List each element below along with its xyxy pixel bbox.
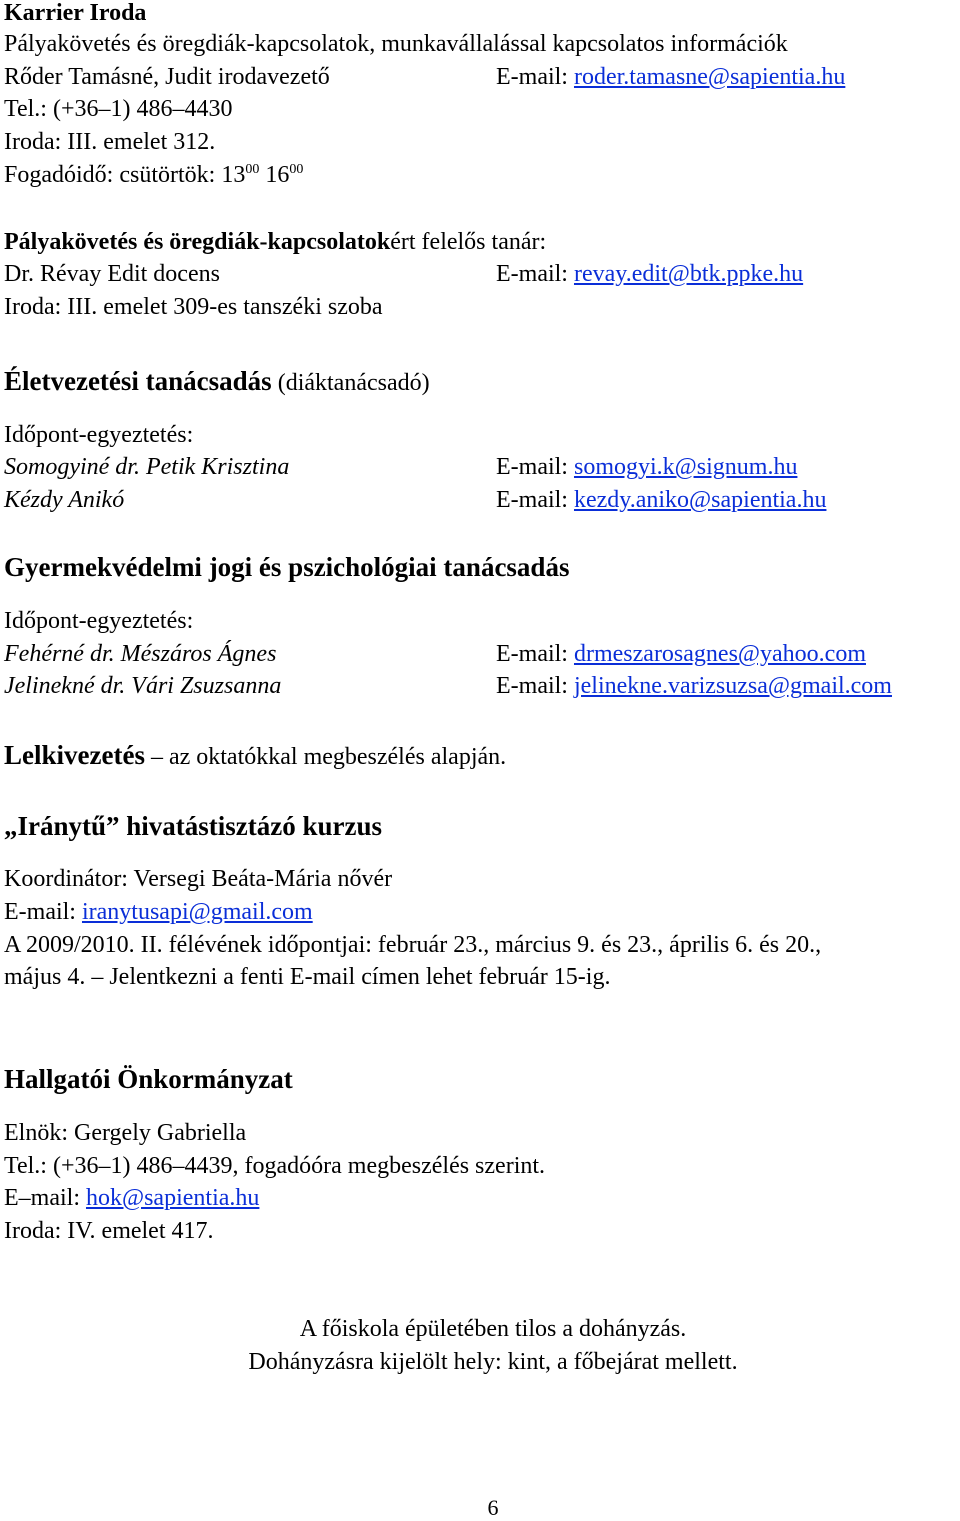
palyakovetes-email-link[interactable]: revay.edit@btk.ppke.hu — [573, 261, 804, 287]
email-label: E-mail: — [496, 64, 574, 90]
eletvezetesi-appointment: Időpont-egyeztetés: — [4, 422, 194, 448]
karrier-tel: Tel.: (+36–1) 486–4430 — [4, 96, 233, 122]
hok-office: Iroda: IV. emelet 417. — [4, 1218, 214, 1244]
eletvezetesi-contact-row — [4, 485, 954, 515]
gyermekvedelmi-contact-row — [4, 639, 954, 669]
karrier-head-name: Rőder Tamásné, Judit irodavezető — [4, 64, 330, 90]
palyakovetes-heading-rest: ért felelős tanár: — [390, 229, 547, 255]
hok-heading: Hallgatói Önkormányzat — [4, 1064, 293, 1094]
karrier-office: Iroda: III. emelet 312. — [4, 129, 216, 155]
karrier-head-row — [4, 62, 954, 92]
hours-end: 16 — [259, 162, 290, 188]
hours-start-minutes: 00 — [245, 162, 260, 177]
lelkivezetes-line — [4, 740, 506, 772]
gyermekvedelmi-appointment: Időpont-egyeztetés: — [4, 608, 194, 634]
email-label: E-mail: — [496, 487, 574, 513]
hok-email-link[interactable]: hok@sapientia.hu — [85, 1185, 260, 1211]
iranytu-heading: „Iránytű” hivatástisztázó kurzus — [4, 811, 383, 841]
karrier-title: Karrier Iroda — [4, 0, 147, 26]
contact-name: Jelinekné dr. Vári Zsuzsanna — [4, 673, 282, 699]
contact-email-line — [496, 452, 797, 482]
email-label: E-mail: — [496, 454, 574, 480]
contact-name: Kézdy Anikó — [4, 487, 125, 513]
email-label: E-mail: — [496, 641, 574, 667]
contact-email-link[interactable]: jelinekne.varizsuzsa@gmail.com — [573, 673, 892, 699]
karrier-subtitle: Pályakövetés és öregdiák-kapcsolatok, munkavállalással kapcsolatos információk — [4, 31, 788, 57]
iranytu-coordinator: Koordinátor: Versegi Beáta-Mária nővér — [4, 866, 393, 892]
iranytu-email-line — [4, 897, 313, 927]
lelkivezetes-rest: – az oktatókkal megbeszélés alapján. — [144, 744, 507, 770]
hok-tel: Tel.: (+36–1) 486–4439, fogadóóra megbeszélés szerint. — [4, 1153, 546, 1179]
palyakovetes-heading — [4, 227, 546, 257]
iranytu-email-link[interactable]: iranytusapi@gmail.com — [81, 899, 313, 925]
email-label: E-mail: — [496, 673, 574, 699]
eletvezetesi-heading — [4, 366, 430, 398]
gyermekvedelmi-heading: Gyermekvédelmi jogi és pszichológiai tanácsadás — [4, 552, 570, 582]
hok-president: Elnök: Gergely Gabriella — [4, 1120, 247, 1146]
contact-email-link[interactable]: kezdy.aniko@sapientia.hu — [573, 487, 827, 513]
palyakovetes-name: Dr. Révay Edit docens — [4, 261, 220, 287]
palyakovetes-heading-bold: Pályakövetés és öregdiák-kapcsolatok — [4, 229, 391, 255]
page-number: 6 — [487, 1495, 499, 1520]
karrier-email-link[interactable]: roder.tamasne@sapientia.hu — [573, 64, 846, 90]
lelkivezetes-heading: Lelkivezetés — [4, 740, 145, 770]
gyermekvedelmi-contact-row — [4, 671, 954, 701]
contact-email-line — [496, 485, 826, 515]
palyakovetes-office: Iroda: III. emelet 309-es tanszéki szoba — [4, 294, 383, 320]
hours-end-minutes: 00 — [289, 162, 304, 177]
email-label: E-mail: — [4, 899, 82, 925]
eletvezetesi-contact-row — [4, 452, 954, 482]
eletvezetesi-heading-bold: Életvezetési tanácsadás — [4, 366, 272, 396]
contact-name: Fehérné dr. Mészáros Ágnes — [4, 641, 277, 667]
smoking-area-notice: Dohányzásra kijelölt hely: kint, a főbejárat mellett. — [248, 1349, 738, 1375]
contact-email-line — [496, 639, 866, 669]
contact-email-link[interactable]: somogyi.k@signum.hu — [573, 454, 798, 480]
karrier-email-line — [496, 62, 845, 92]
iranytu-dates-line1: A 2009/2010. II. félévének időpontjai: február 23., március 9. és 23., április 6. és 20., — [4, 932, 822, 958]
palyakovetes-email-line — [496, 259, 803, 289]
palyakovetes-contact-row — [4, 259, 954, 289]
hok-email-line — [4, 1183, 259, 1213]
contact-email-link[interactable]: drmeszarosagnes@yahoo.com — [573, 641, 866, 667]
contact-email-line — [496, 671, 892, 701]
karrier-hours — [4, 160, 303, 190]
email-label: E-mail: — [496, 261, 574, 287]
hours-prefix: Fogadóidő: csütörtök: 13 — [4, 162, 246, 188]
email-label: E–mail: — [4, 1185, 86, 1211]
contact-name: Somogyiné dr. Petik Krisztina — [4, 454, 290, 480]
iranytu-dates-line2: május 4. – Jelentkezni a fenti E-mail címen lehet február 15-ig. — [4, 964, 611, 990]
no-smoking-notice: A főiskola épületében tilos a dohányzás. — [299, 1316, 687, 1342]
eletvezetesi-heading-rest: (diáktanácsadó) — [271, 370, 430, 396]
